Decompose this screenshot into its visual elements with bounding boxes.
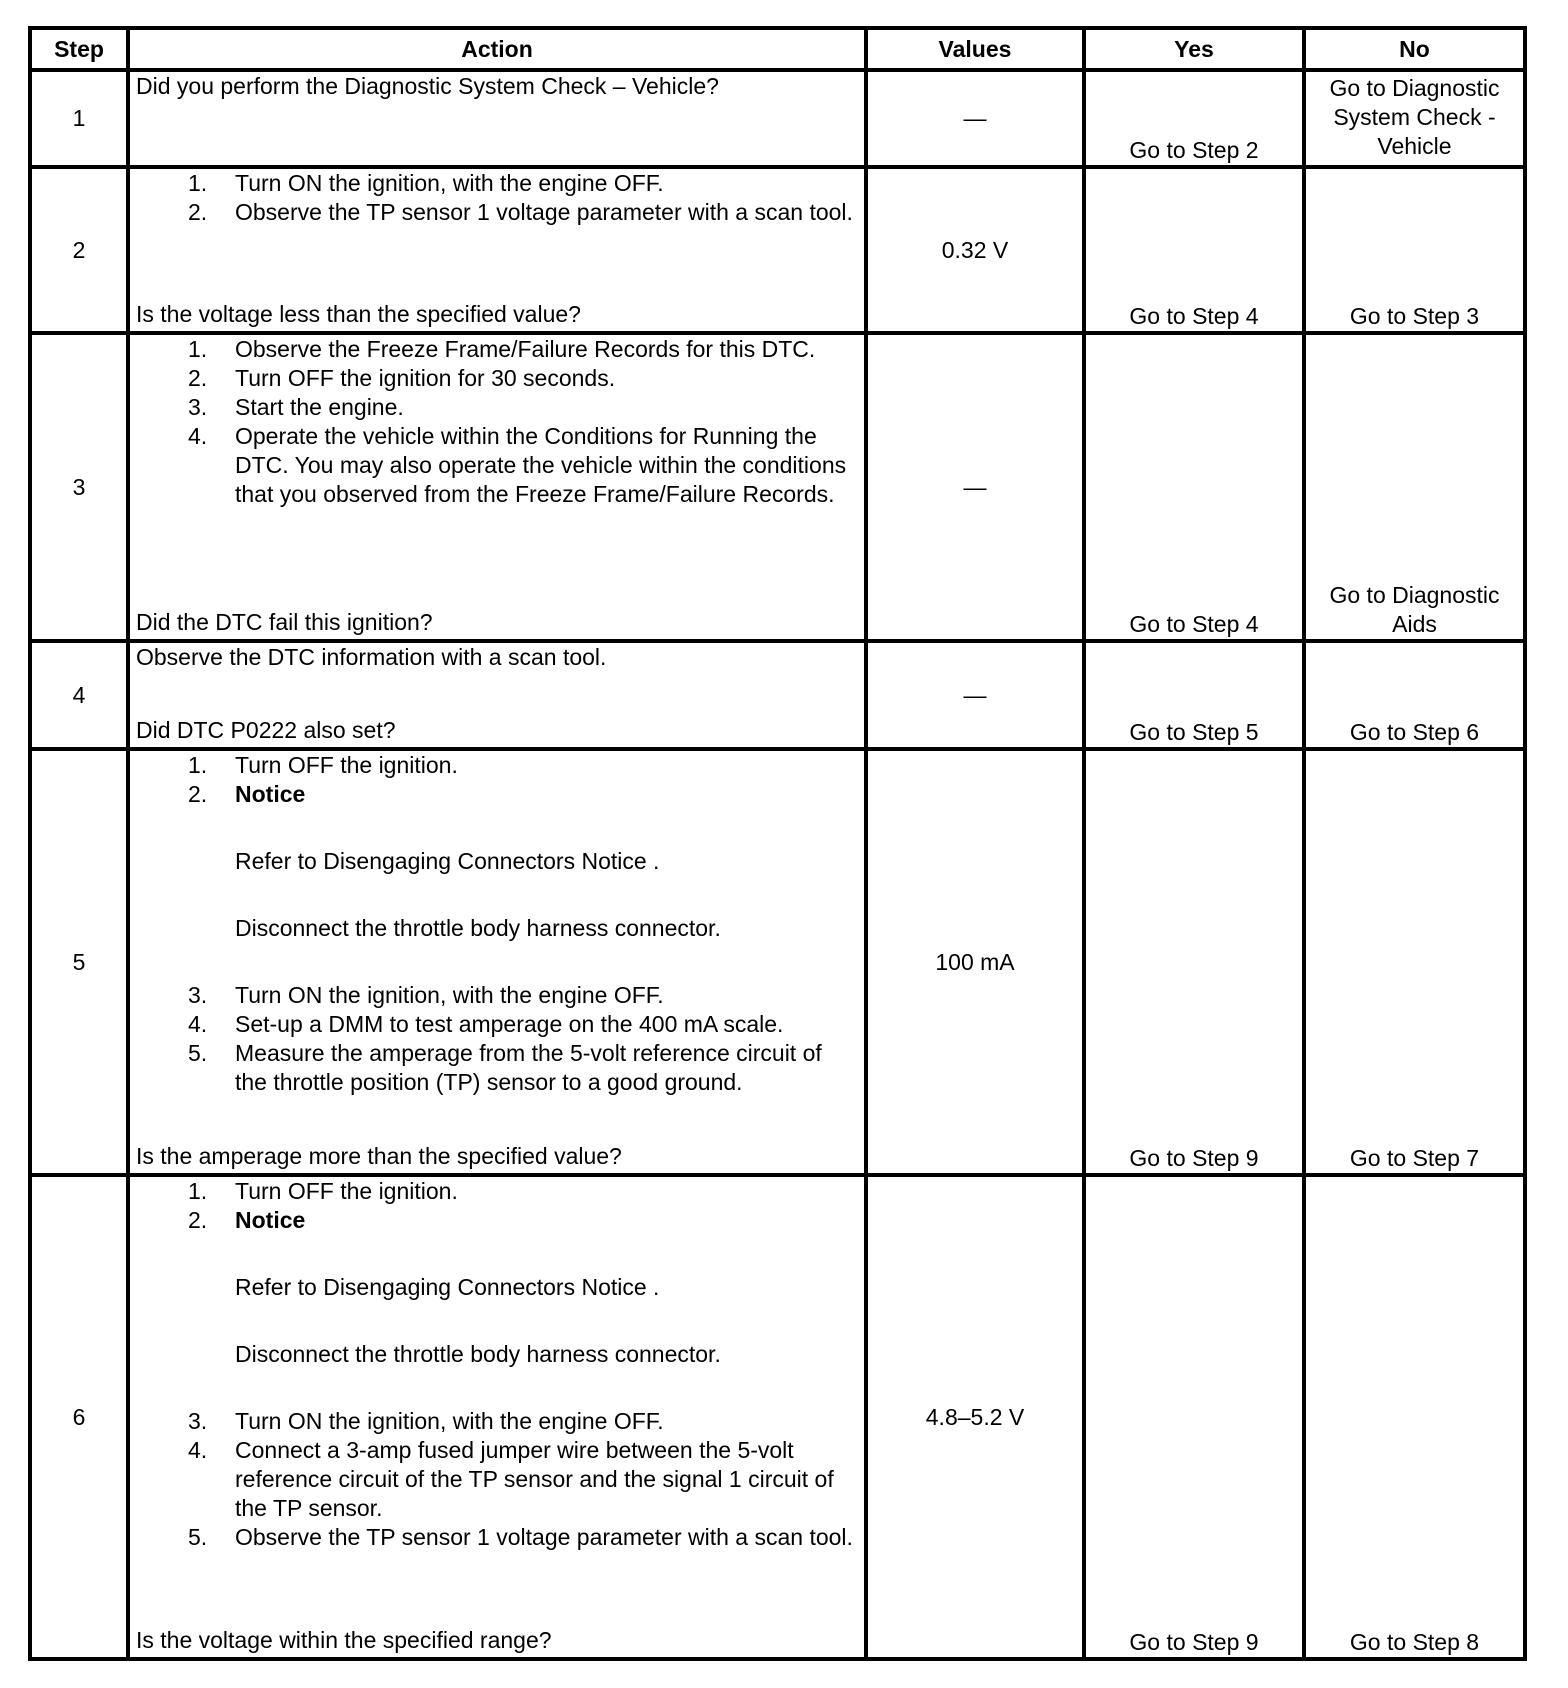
yes-cell: Go to Step 9 [1084,749,1304,1175]
item-text: Turn OFF the ignition for 30 seconds. [235,365,616,391]
list-item [188,981,858,1010]
no-cell: Go to Step 7 [1304,749,1525,1175]
no-cell: Go to Diagnostic Aids [1304,333,1525,641]
value-cell: 4.8–5.2 V [866,1175,1084,1659]
value-cell: 0.32 V [866,167,1084,333]
item-text: Operate the vehicle within the Conditions for Running the DTC. You may also operate the vehicle within the conditions that you observed from the Freeze Frame/Failure Records. [235,423,847,507]
list-item [188,751,858,780]
value-cell: — [866,70,1084,167]
notice-block [235,1206,858,1407]
item-number: 2. [188,781,208,807]
table-row [30,749,1525,1175]
action-body [136,751,858,1097]
list-item [188,1523,858,1552]
item-number: 4. [188,1011,208,1037]
no-cell: Go to Step 3 [1304,167,1525,333]
action-cell [128,749,866,1175]
action-body [136,643,858,672]
item-text: Connect a 3-amp fused jumper wire between the 5-volt reference circuit of the TP sensor and the signal 1 circuit of the TP sensor. [235,1437,834,1521]
action-cell [128,641,866,749]
action-cell [128,70,866,167]
yes-cell: Go to Step 5 [1084,641,1304,749]
action-list [188,169,858,227]
value-cell: — [866,641,1084,749]
step-number: 5 [30,749,128,1175]
action-layout [136,169,858,329]
item-number: 4. [188,1437,208,1463]
table-row [30,70,1525,167]
list-item [188,1177,858,1206]
action-cell [128,333,866,641]
item-text: Observe the TP sensor 1 voltage parameter with a scan tool. [235,199,853,225]
list-item [188,1407,858,1436]
item-number: 1. [188,752,208,778]
item-text: Turn OFF the ignition. [235,752,458,778]
item-number: 1. [188,336,208,362]
action-layout [136,751,858,1171]
header-yes: Yes [1084,28,1304,70]
item-text: Observe the TP sensor 1 voltage parameter with a scan tool. [235,1524,853,1550]
item-text: Turn ON the ignition, with the engine OFF. [235,982,664,1008]
item-number: 3. [188,982,208,1008]
item-text: Start the engine. [235,394,404,420]
action-text: Observe the DTC information with a scan tool. [136,644,607,670]
list-item [188,1039,858,1097]
question-text: Did the DTC fail this ignition? [136,609,433,635]
yes-cell: Go to Step 2 [1084,70,1304,167]
question-text: Is the voltage within the specified range? [136,1627,552,1653]
list-item [188,169,858,198]
action-list [188,1177,858,1552]
action-body [136,335,858,509]
step-number: 2 [30,167,128,333]
item-text: Turn ON the ignition, with the engine OFF. [235,1408,664,1434]
action-list [188,751,858,1097]
list-item [188,198,858,227]
action-cell [128,167,866,333]
action-layout [136,1177,858,1655]
action-list [188,335,858,509]
value-cell: 100 mA [866,749,1084,1175]
item-number: 5. [188,1524,208,1550]
value-cell: — [866,333,1084,641]
header-no: No [1304,28,1525,70]
notice-title: Notice [235,1207,306,1233]
item-number: 2. [188,365,208,391]
question-text: Is the amperage more than the specified value? [136,1143,622,1169]
notice-text: Refer to Disengaging Connectors Notice . [235,848,660,874]
table-row [30,333,1525,641]
question-text: Did DTC P0222 also set? [136,717,396,743]
diagnostic-table [28,26,1527,1661]
list-item [188,1206,858,1407]
step-number: 3 [30,333,128,641]
list-item [188,780,858,981]
item-text: Set-up a DMM to test amperage on the 400 mA scale. [235,1011,784,1037]
header-values: Values [866,28,1084,70]
no-text: Go to Diagnostic System Check - Vehicle [1329,75,1500,159]
item-text: Turn OFF the ignition. [235,1178,458,1204]
yes-cell: Go to Step 4 [1084,333,1304,641]
item-text: Turn ON the ignition, with the engine OFF. [235,170,664,196]
notice-text: Disconnect the throttle body harness connector. [235,915,721,941]
action-body [136,1177,858,1552]
step-number: 1 [30,70,128,167]
table-row [30,641,1525,749]
no-cell [1304,70,1525,167]
table-row [30,167,1525,333]
action-body [136,169,858,227]
item-number: 2. [188,199,208,225]
list-item [188,335,858,364]
item-number: 3. [188,1408,208,1434]
item-number: 1. [188,1178,208,1204]
notice-title: Notice [235,781,306,807]
item-number: 1. [188,170,208,196]
action-layout [136,335,858,637]
action-layout [136,643,858,745]
list-item [188,393,858,422]
item-text: Observe the Freeze Frame/Failure Records for this DTC. [235,336,816,362]
notice-block [235,780,858,981]
list-item [188,1436,858,1523]
header-step: Step [30,28,128,70]
item-text: Measure the amperage from the 5-volt reference circuit of the throttle position (TP) sensor to a good ground. [235,1040,822,1095]
question-text: Is the voltage less than the specified value? [136,301,581,327]
step-number: 6 [30,1175,128,1659]
table-row [30,1175,1525,1659]
no-cell: Go to Step 8 [1304,1175,1525,1659]
header-action: Action [128,28,866,70]
item-number: 5. [188,1040,208,1066]
item-number: 3. [188,394,208,420]
item-number: 4. [188,423,208,449]
list-item [188,364,858,393]
no-cell: Go to Step 6 [1304,641,1525,749]
step-number: 4 [30,641,128,749]
action-cell [128,1175,866,1659]
notice-text: Refer to Disengaging Connectors Notice . [235,1274,660,1300]
list-item [188,1010,858,1039]
item-number: 2. [188,1207,208,1233]
yes-cell: Go to Step 4 [1084,167,1304,333]
yes-cell: Go to Step 9 [1084,1175,1304,1659]
action-text: Did you perform the Diagnostic System Check – Vehicle? [136,73,719,99]
header-row [30,28,1525,70]
list-item [188,422,858,509]
notice-text: Disconnect the throttle body harness connector. [235,1341,721,1367]
